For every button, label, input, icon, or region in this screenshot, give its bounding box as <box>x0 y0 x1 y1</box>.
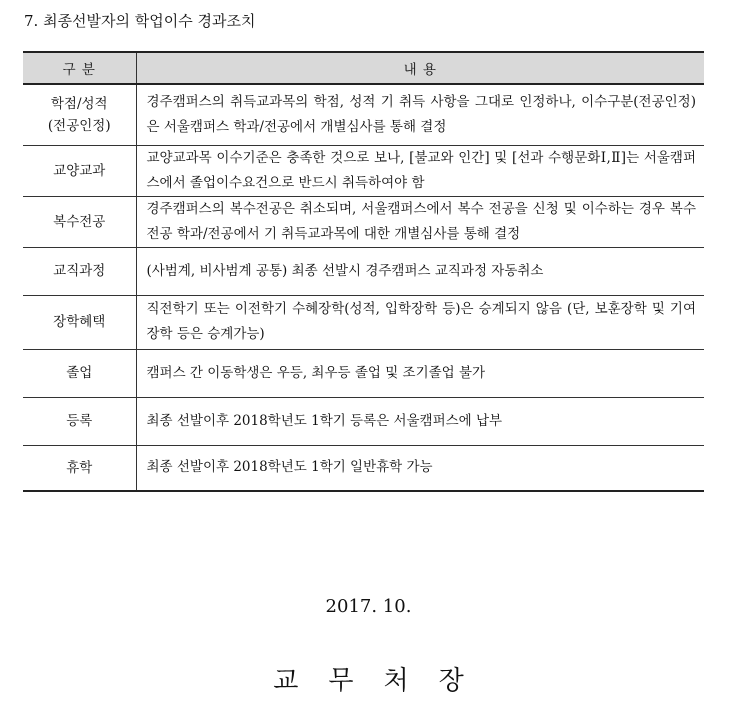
table-row <box>23 397 704 445</box>
table-row <box>23 445 704 491</box>
row-content: 교양교과목 이수기준은 충족한 것으로 보나, [불교와 인간] 및 [선과 수행문화Ⅰ,Ⅱ]는 서울캠퍼스에서 졸업이수요건으로 반드시 취득하여야 함 <box>136 145 704 196</box>
header-content: 내 용 <box>136 52 704 84</box>
table-row <box>23 145 704 196</box>
category-line: 복수전공 <box>53 213 106 230</box>
row-content: 최종 선발이후 2018학년도 1학기 일반휴학 가능 <box>136 445 704 491</box>
table-row <box>23 84 704 145</box>
row-category <box>23 84 136 145</box>
row-content: (사범계, 비사범계 공통) 최종 선발시 경주캠퍼스 교직과정 자동취소 <box>136 247 704 295</box>
row-category <box>23 145 136 196</box>
row-category <box>23 295 136 349</box>
row-category <box>23 196 136 247</box>
row-content: 최종 선발이후 2018학년도 1학기 등록은 서울캠퍼스에 납부 <box>136 397 704 445</box>
row-content: 캠퍼스 간 이동학생은 우등, 최우등 졸업 및 조기졸업 불가 <box>136 349 704 397</box>
category-line: 휴학 <box>66 459 93 476</box>
row-content: 경주캠퍼스의 취득교과목의 학점, 성적 기 취득 사항을 그대로 인정하나, 이수구분(전공인정)은 서울캠퍼스 학과/전공에서 개별심사를 통해 결정 <box>136 84 704 145</box>
row-category <box>23 397 136 445</box>
table-row <box>23 349 704 397</box>
table-row <box>23 295 704 349</box>
table-row <box>23 196 704 247</box>
section-title: 7. 최종선발자의 학업이수 경과조치 <box>24 12 256 30</box>
category-line: (전공인정) <box>47 117 111 134</box>
category-line: 교직과정 <box>53 263 106 279</box>
signer-title: 교무처장 <box>273 666 494 696</box>
transfer-policy-table <box>23 51 704 492</box>
header-category: 구 분 <box>23 52 136 84</box>
table-row <box>23 247 704 295</box>
issue-date: 2017. 10. <box>325 596 412 617</box>
row-content: 경주캠퍼스의 복수전공은 취소되며, 서울캠퍼스에서 복수 전공을 신청 및 이수하는 경우 복수전공 학과/전공에서 기 취득교과목에 대한 개별심사를 통해 결정 <box>136 196 704 247</box>
table-header-row <box>23 52 704 84</box>
category-line: 학점/성적 <box>50 95 108 112</box>
category-line: 장학혜택 <box>53 314 106 330</box>
row-category <box>23 349 136 397</box>
category-line: 등록 <box>66 413 93 429</box>
row-content: 직전학기 또는 이전학기 수혜장학(성적, 입학장학 등)은 승계되지 않음 (단, 보훈장학 및 기여장학 등은 승계가능) <box>136 295 704 349</box>
category-line: 교양교과 <box>53 162 106 179</box>
category-line: 졸업 <box>66 365 93 381</box>
row-category <box>23 445 136 491</box>
row-category <box>23 247 136 295</box>
